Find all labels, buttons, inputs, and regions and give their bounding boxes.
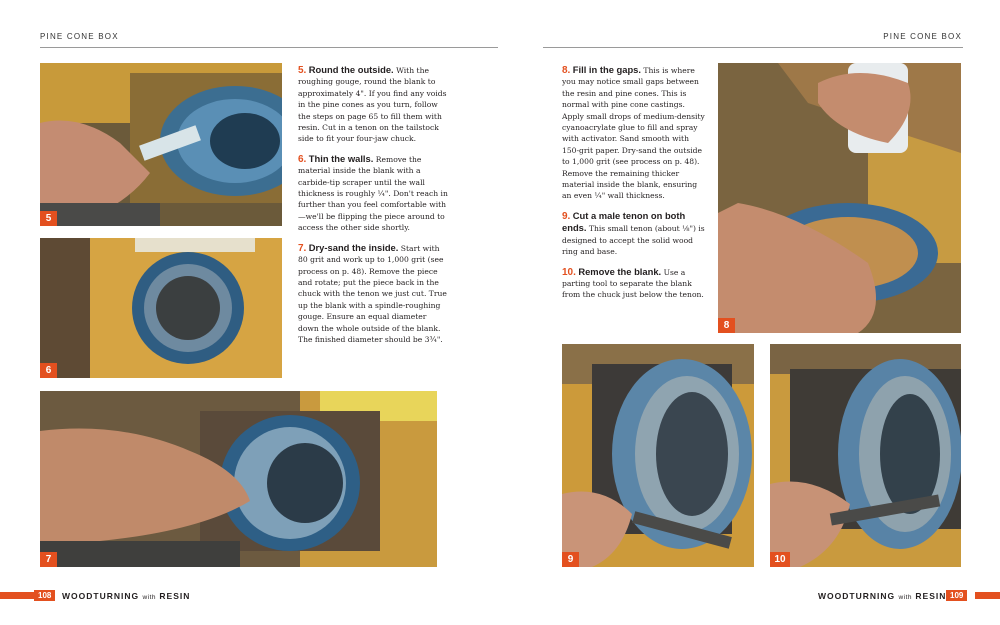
step-title: Thin the walls. [308, 152, 374, 164]
step-number: 6. [298, 153, 307, 165]
step-title: Dry-sand the inside. [308, 241, 399, 253]
step-title: Remove the blank. [578, 265, 662, 277]
running-head-left: PINE CONE BOX [40, 32, 119, 41]
book-title-with: with [898, 594, 913, 601]
step-number: 9. [562, 210, 571, 222]
page-number-right: 109 [946, 590, 967, 601]
footer-book-title-left [62, 591, 190, 601]
footer-book-title-right [818, 591, 946, 601]
step-title: Fill in the gaps. [572, 64, 641, 75]
step-8 [562, 64, 708, 202]
photo-step-7 [40, 391, 437, 567]
running-head-right: PINE CONE BOX [883, 32, 962, 41]
photo-step-5 [40, 63, 282, 226]
book-title-part-a: WOODTURNING [818, 591, 896, 601]
photo-step-8 [718, 63, 961, 333]
header-rule-left [40, 47, 498, 48]
right-page-steps [562, 64, 708, 309]
page-number-left: 108 [34, 590, 55, 601]
photo-step-6 [40, 238, 282, 378]
left-page-steps [298, 64, 448, 353]
step-9 [562, 210, 708, 258]
step-5 [298, 64, 448, 145]
footer-accent-bar-right [975, 592, 1000, 599]
photo-step-10 [770, 344, 961, 567]
step-title: Cut a male tenon on both ends. [562, 209, 686, 234]
photo-number-badge: 5 [40, 211, 57, 226]
photo-number-badge: 10 [770, 552, 790, 567]
photo-step-9 [562, 344, 754, 567]
step-body: Use a parting tool to separate the blank from the chuck just below the tenon. [562, 267, 704, 300]
photo-number-badge: 9 [562, 552, 579, 567]
book-title-part-b: RESIN [159, 591, 191, 601]
step-body: This is where you may notice small gaps between the resin and pine cones. This is normal with pine cone castings. Apply small drops of medium-density cyanoacrylate glue to fill and spray with activator. Sand smooth with 150-grit paper. Dry-sand the outside to 1,000 grit (see process on p. 48). Remove the remaining thicker material inside the blank, ensuring an even ¼" wall thickness. [562, 66, 705, 201]
step-body: With the roughing gouge, round the blank to approximately 4". If you find any voids in the pine cones as you turn, follow the steps on page 65 to fill them with resin. Cut in a tenon on the tailstock side to fit your four-jaw chuck. [298, 66, 447, 144]
header-rule-right [543, 47, 963, 48]
step-body: Start with 80 grit and work up to 1,000 grit (see process on p. 48). Remove the piece and rotate; put the piece back in the chuck with the tenon we just cut. True up the blank with a spindle-roughing gouge. Ensure an equal diameter down the whole outside of the blank. The finished diameter should be 3¾". [298, 243, 447, 344]
step-body: This small tenon (about ⅛") is designed to accept the solid wood ring and base. [562, 224, 705, 257]
step-6 [298, 153, 448, 234]
step-number: 10. [562, 266, 576, 278]
book-title-part-b: RESIN [915, 591, 947, 601]
book-title-with: with [142, 594, 157, 601]
step-body: Remove the material inside the blank with a carbide-tip scraper until the wall thickness is roughly ¼". Don't reach in further than you feel comfortable with—we'll be flipping the piece around to access the other side shortly. [298, 154, 448, 233]
photo-number-badge: 6 [40, 363, 57, 378]
step-title: Round the outside. [308, 64, 394, 75]
step-number: 5. [298, 65, 307, 76]
photo-number-badge: 7 [40, 552, 57, 567]
step-number: 8. [562, 65, 571, 76]
footer-accent-bar-left [0, 592, 34, 599]
step-number: 7. [298, 242, 307, 254]
book-title-part-a: WOODTURNING [62, 591, 140, 601]
step-7 [298, 242, 448, 346]
step-10 [562, 266, 708, 301]
photo-number-badge: 8 [718, 318, 735, 333]
